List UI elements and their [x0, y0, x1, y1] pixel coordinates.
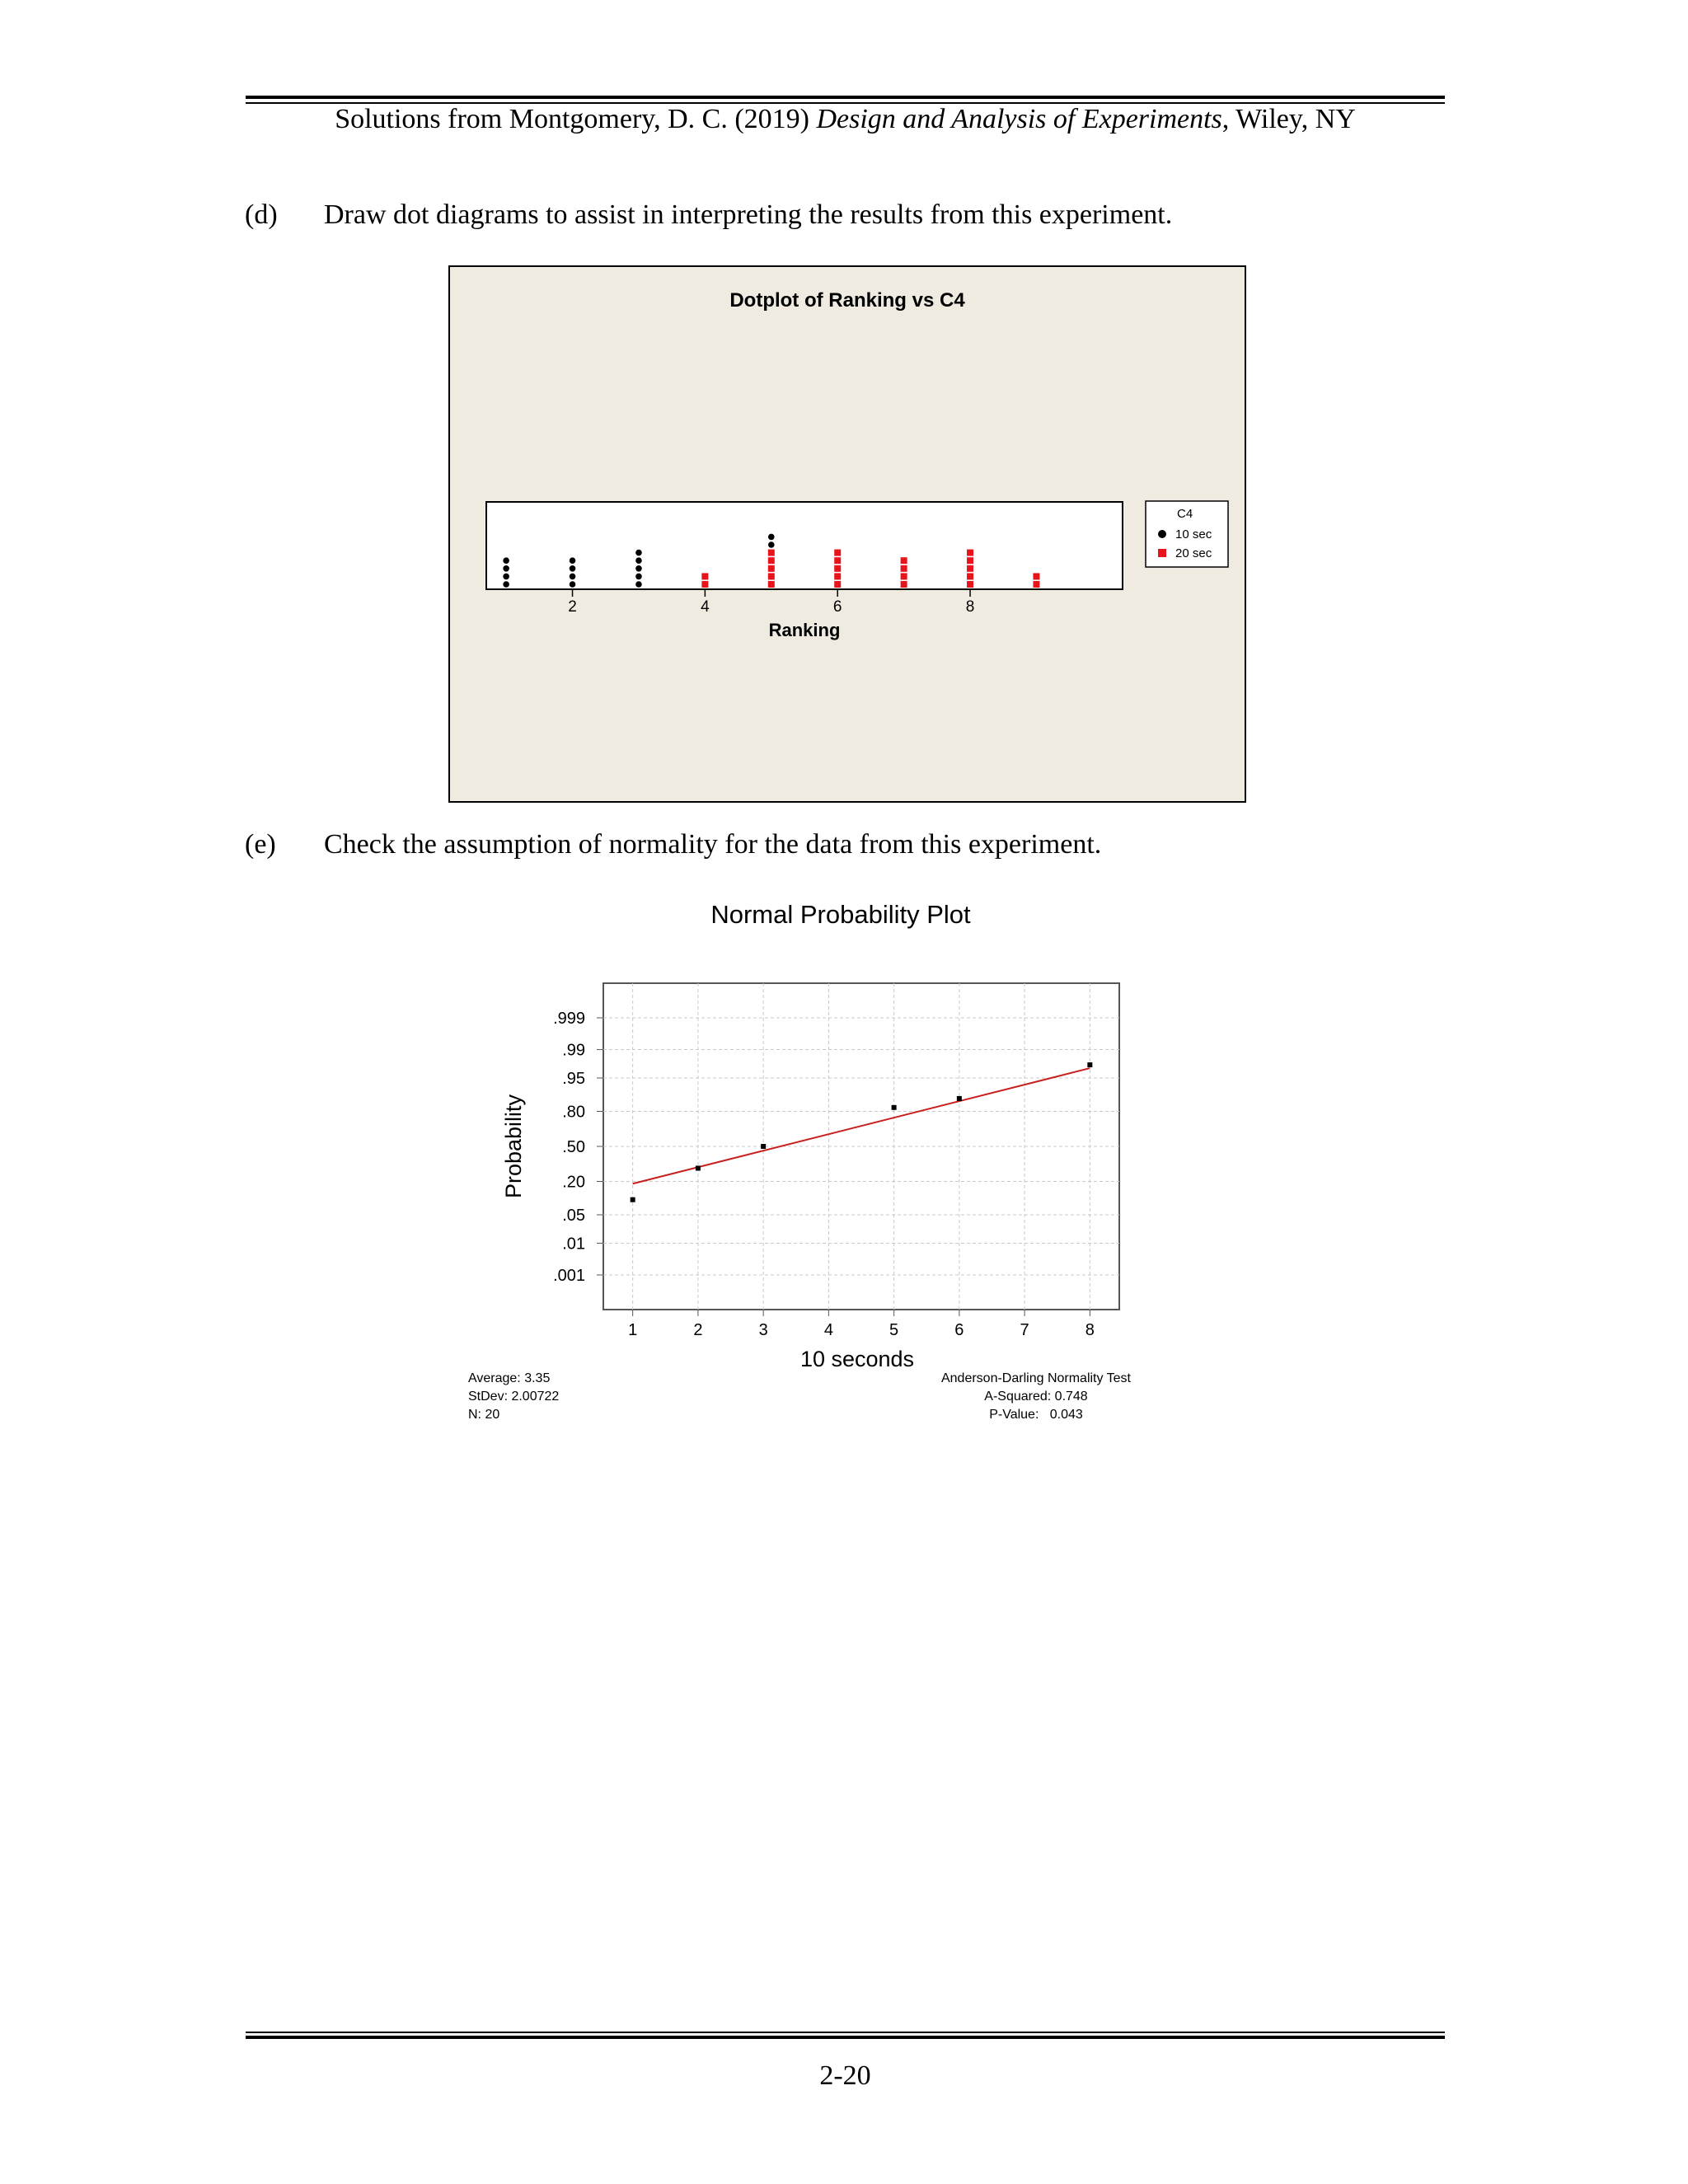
dot-10-sec [570, 565, 576, 572]
probplot-y-tick-label: .999 [553, 1010, 585, 1028]
dot-20-sec [768, 557, 775, 564]
probplot-x-ticks [628, 1310, 1095, 1339]
part-e-text: Check the assumption of normality for the data from this experiment. [324, 829, 1102, 860]
probplot-point [696, 1165, 701, 1170]
probplot-y-tick-label: .001 [553, 1267, 585, 1285]
probplot-x-tick-label: 2 [693, 1321, 703, 1339]
dot-20-sec [967, 565, 973, 572]
legend-entry-10-sec: 10 sec [1175, 527, 1212, 541]
dot-20-sec [834, 573, 841, 579]
dot-10-sec [635, 581, 642, 588]
dotplot-x-axis-label: Ranking [768, 620, 841, 640]
stat-stdev: StDev: 2.00722 [468, 1390, 560, 1404]
dot-20-sec [967, 573, 973, 579]
probplot-x-tick-label: 4 [823, 1321, 833, 1339]
normal-probability-chart [462, 890, 1170, 1434]
dot-20-sec [901, 557, 907, 564]
dot-20-sec [701, 573, 708, 579]
probplot-y-tick-label: .20 [562, 1173, 585, 1192]
probplot-y-ticks [553, 1010, 603, 1285]
probplot-point [957, 1096, 962, 1101]
probplot-y-tick-label: .05 [562, 1207, 585, 1226]
probplot-y-tick-label: .01 [562, 1235, 585, 1254]
probplot-x-tick-label: 8 [1085, 1321, 1095, 1339]
dotplot-plot-area [486, 502, 1123, 589]
probplot-point [892, 1105, 897, 1110]
dotplot-title: Dotplot of Ranking vs C4 [729, 289, 965, 312]
anderson-darling-stats [941, 1371, 1132, 1422]
probplot-x-axis-label: 10 seconds [799, 1347, 915, 1371]
probplot-title: Normal Probability Plot [710, 900, 971, 929]
header-rule-thick [246, 96, 1445, 99]
probplot-x-tick-label: 3 [758, 1321, 768, 1339]
summary-stats [468, 1371, 559, 1422]
dot-10-sec [768, 541, 775, 548]
header-book-title: Design and Analysis of Experiments [816, 104, 1222, 134]
dot-20-sec [768, 565, 775, 572]
dot-20-sec [967, 550, 973, 556]
probplot-y-axis-label: Probability [501, 1094, 526, 1199]
dot-10-sec [503, 581, 509, 588]
header-suffix: , Wiley, NY [1221, 104, 1356, 134]
dot-10-sec [635, 565, 642, 572]
page-number: 2-20 [819, 2060, 871, 2091]
probplot-y-tick-label: .99 [562, 1041, 585, 1060]
dot-10-sec [570, 574, 576, 580]
dot-10-sec [570, 557, 576, 564]
part-e-label: (e) [245, 829, 276, 860]
dot-20-sec [901, 581, 907, 588]
probplot-y-tick-label: .80 [562, 1103, 585, 1122]
dot-20-sec [768, 573, 775, 579]
dot-20-sec [967, 557, 973, 564]
dot-20-sec [768, 581, 775, 588]
dot-20-sec [768, 550, 775, 556]
dot-20-sec [701, 581, 708, 588]
dotplot-x-tick-label: 6 [832, 598, 842, 616]
probplot-point [631, 1197, 635, 1202]
dot-10-sec [503, 574, 509, 580]
part-d-text: Draw dot diagrams to assist in interpreting the results from this experiment. [324, 199, 1173, 230]
probplot-y-tick-label: .95 [562, 1069, 585, 1088]
stat-average: Average: 3.35 [468, 1371, 551, 1385]
dot-20-sec [834, 565, 841, 572]
dot-20-sec [1033, 573, 1039, 579]
legend-square-marker [1158, 549, 1166, 557]
dot-20-sec [901, 565, 907, 572]
legend-title: C4 [1177, 507, 1193, 521]
probplot-y-tick-label: .50 [562, 1138, 585, 1156]
dotplot-x-tick-label: 4 [701, 598, 710, 616]
page-header [246, 104, 1445, 135]
footer-rule-thin [246, 2032, 1445, 2033]
dot-10-sec [503, 565, 509, 572]
probplot-x-tick-label: 7 [1020, 1321, 1029, 1339]
dotplot-x-tick-label: 8 [965, 598, 975, 616]
probplot-x-tick-label: 5 [889, 1321, 899, 1339]
dot-10-sec [503, 557, 509, 564]
dot-10-sec [768, 534, 775, 541]
dotplot-chart [448, 265, 1246, 803]
dot-10-sec [635, 550, 642, 556]
footer-rule-thick [246, 2036, 1445, 2039]
ad-p-value: P-Value: 0.043 [989, 1408, 1083, 1422]
dot-10-sec [570, 581, 576, 588]
dotplot-legend [1146, 501, 1228, 567]
legend-entry-20-sec: 20 sec [1175, 546, 1212, 560]
legend-circle-marker [1158, 530, 1166, 538]
dot-20-sec [834, 581, 841, 588]
header-prefix: Solutions from Montgomery, D. C. (2019) [335, 104, 817, 134]
dot-20-sec [901, 573, 907, 579]
probplot-x-tick-label: 1 [628, 1321, 638, 1339]
dotplot-x-tick-label: 2 [568, 598, 577, 616]
ad-test-title: Anderson-Darling Normality Test [940, 1371, 1132, 1385]
dot-20-sec [1033, 581, 1039, 588]
dot-20-sec [967, 581, 973, 588]
stat-n: N: 20 [468, 1408, 500, 1422]
part-d-label: (d) [245, 199, 278, 230]
dot-20-sec [834, 557, 841, 564]
dot-10-sec [635, 557, 642, 564]
probplot-x-tick-label: 6 [954, 1321, 964, 1339]
dot-20-sec [834, 550, 841, 556]
probplot-point [761, 1144, 766, 1149]
ad-a-squared: A-Squared: 0.748 [984, 1390, 1088, 1404]
dot-10-sec [635, 574, 642, 580]
probplot-point [1087, 1062, 1092, 1067]
